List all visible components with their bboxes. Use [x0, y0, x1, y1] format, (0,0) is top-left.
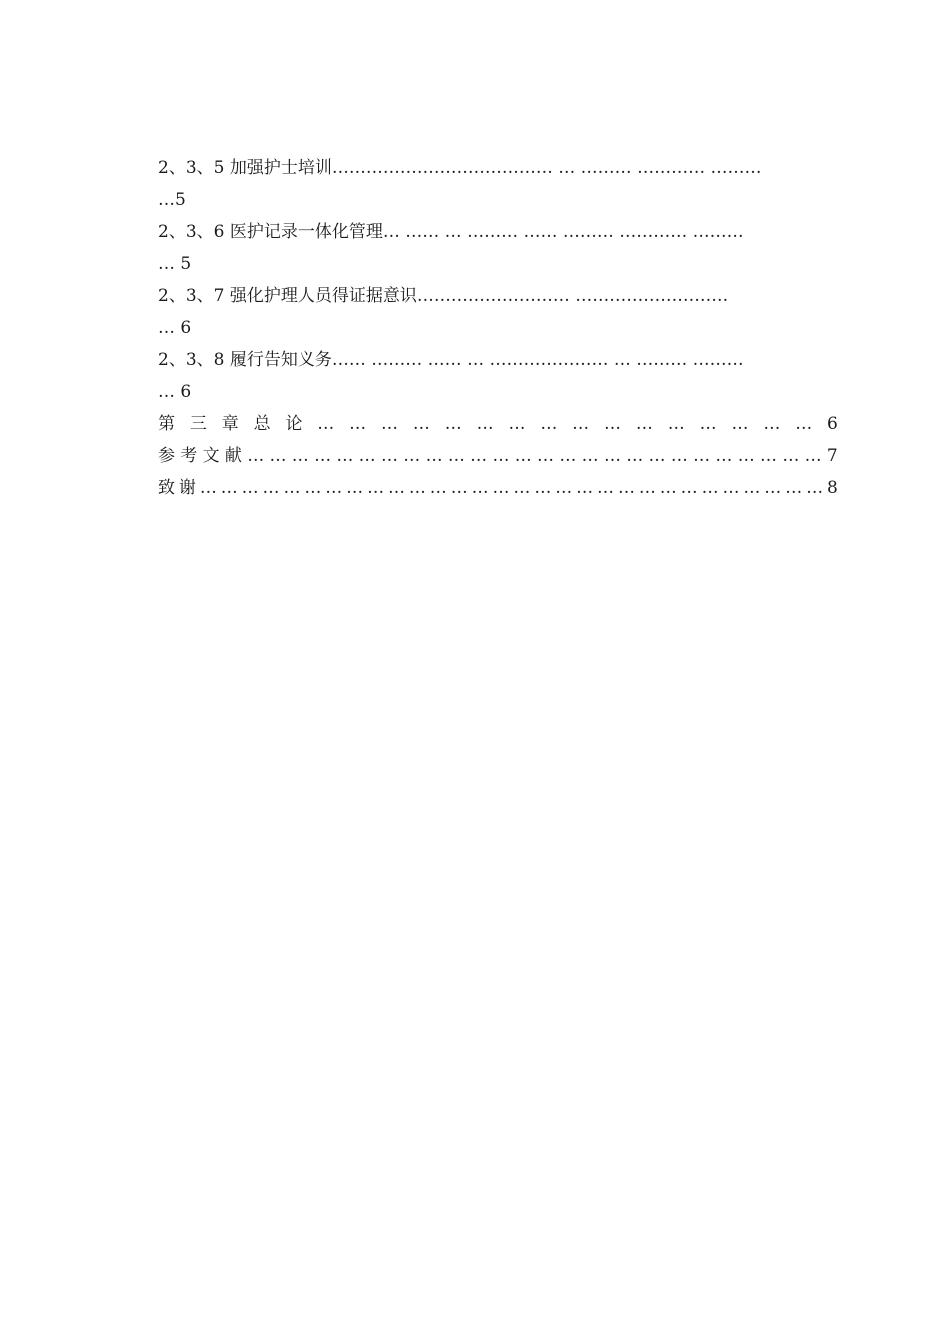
- toc-page-number: 8: [827, 478, 838, 498]
- toc-char: …: [731, 414, 749, 434]
- toc-char: …: [648, 446, 666, 466]
- toc-char: …: [722, 478, 740, 498]
- toc-char: …: [701, 478, 719, 498]
- toc-entry-page: …5: [158, 190, 186, 210]
- toc-char: …: [283, 478, 301, 498]
- toc-char: …: [304, 478, 322, 498]
- toc-char: …: [492, 478, 510, 498]
- toc-entry-2-3-8[interactable]: [158, 344, 838, 408]
- toc-entry-page: … 6: [158, 318, 192, 338]
- toc-char: …: [667, 414, 685, 434]
- toc-char: …: [659, 478, 677, 498]
- toc-page-number: 6: [827, 414, 838, 434]
- toc-char: …: [670, 446, 688, 466]
- toc-char: 第: [158, 414, 175, 434]
- toc-char: 总: [253, 414, 271, 434]
- toc-char: …: [317, 414, 335, 434]
- toc-char: …: [737, 446, 755, 466]
- toc-char: …: [447, 446, 465, 466]
- toc-char: …: [581, 446, 599, 466]
- toc-char: …: [699, 414, 717, 434]
- toc-char: …: [782, 446, 800, 466]
- toc-char: 考: [180, 446, 198, 466]
- toc-char: …: [476, 414, 494, 434]
- toc-entry-chapter-3[interactable]: [158, 408, 838, 440]
- toc-entry-page: … 6: [158, 382, 192, 402]
- toc-char: …: [314, 446, 332, 466]
- toc-char: …: [367, 478, 385, 498]
- toc-char: …: [325, 478, 343, 498]
- toc-entry-references[interactable]: [158, 440, 838, 472]
- toc-char: …: [763, 414, 781, 434]
- toc-entry-2-3-5[interactable]: [158, 152, 838, 216]
- toc-entry-2-3-6[interactable]: [158, 216, 838, 280]
- toc-char: …: [572, 414, 590, 434]
- toc-char: …: [262, 478, 280, 498]
- toc-entry-line: 2、3、6 医护记录一体化管理… …… … ……… …… ……… ………… ………: [158, 222, 744, 242]
- toc-char: 三: [189, 414, 207, 434]
- toc-char: …: [576, 478, 594, 498]
- toc-char: …: [387, 478, 405, 498]
- toc-char: …: [715, 446, 733, 466]
- toc-char: 论: [285, 414, 303, 434]
- toc-char: …: [604, 414, 622, 434]
- toc-char: …: [743, 478, 761, 498]
- toc-char: 致: [158, 478, 175, 498]
- toc-char: …: [346, 478, 364, 498]
- toc-char: 参: [158, 446, 175, 466]
- toc-entry-2-3-7[interactable]: [158, 280, 838, 344]
- toc-char: …: [537, 446, 555, 466]
- toc-char: …: [425, 446, 443, 466]
- toc-char: …: [269, 446, 287, 466]
- toc-char: …: [597, 478, 615, 498]
- toc-char: …: [444, 414, 462, 434]
- toc-char: …: [247, 446, 265, 466]
- toc-char: 献: [224, 446, 242, 466]
- toc-entry-line: 2、3、5 加强护士培训………………………………… … ……… ………… ………: [158, 158, 762, 178]
- toc-char: …: [429, 478, 447, 498]
- toc-char: …: [795, 414, 813, 434]
- toc-char: …: [760, 446, 778, 466]
- toc-char: 谢: [178, 478, 196, 498]
- toc-page-number: 7: [826, 446, 838, 466]
- toc-char: …: [785, 478, 803, 498]
- toc-char: …: [470, 446, 488, 466]
- toc-char: …: [603, 446, 621, 466]
- toc-char: …: [693, 446, 711, 466]
- toc-char: …: [349, 414, 367, 434]
- toc-entry-acknowledgements[interactable]: [158, 472, 838, 504]
- toc-char: …: [508, 414, 526, 434]
- toc-char: …: [220, 478, 238, 498]
- toc-char: …: [336, 446, 354, 466]
- toc-char: …: [626, 446, 644, 466]
- toc-char: …: [291, 446, 309, 466]
- toc-char: …: [534, 478, 552, 498]
- toc-char: …: [492, 446, 510, 466]
- toc-char: …: [471, 478, 489, 498]
- toc-char: …: [241, 478, 259, 498]
- toc-char: …: [380, 446, 398, 466]
- toc-char: …: [806, 478, 824, 498]
- toc-char: …: [617, 478, 635, 498]
- toc-entry-page: … 5: [158, 254, 192, 274]
- toc-char: …: [540, 414, 558, 434]
- toc-entry-line: 2、3、7 强化护理人员得证据意识……………………… ………………………: [158, 286, 729, 306]
- toc-char: …: [358, 446, 376, 466]
- toc-char: …: [514, 446, 532, 466]
- toc-char: …: [559, 446, 577, 466]
- toc-char: …: [381, 414, 399, 434]
- toc-char: 章: [221, 414, 239, 434]
- toc-char: …: [680, 478, 698, 498]
- toc-char: 文: [202, 446, 220, 466]
- toc-char: …: [555, 478, 573, 498]
- toc-char: …: [408, 478, 426, 498]
- toc-char: …: [804, 446, 822, 466]
- table-of-contents: [158, 152, 838, 504]
- toc-entry-line: 2、3、8 履行告知义务…… ……… …… … ………………… … ……… ………: [158, 350, 744, 370]
- toc-char: …: [635, 414, 653, 434]
- toc-char: …: [638, 478, 656, 498]
- toc-char: …: [513, 478, 531, 498]
- toc-char: …: [450, 478, 468, 498]
- toc-char: …: [764, 478, 782, 498]
- toc-char: …: [403, 446, 421, 466]
- toc-char: …: [412, 414, 430, 434]
- toc-char: …: [199, 478, 217, 498]
